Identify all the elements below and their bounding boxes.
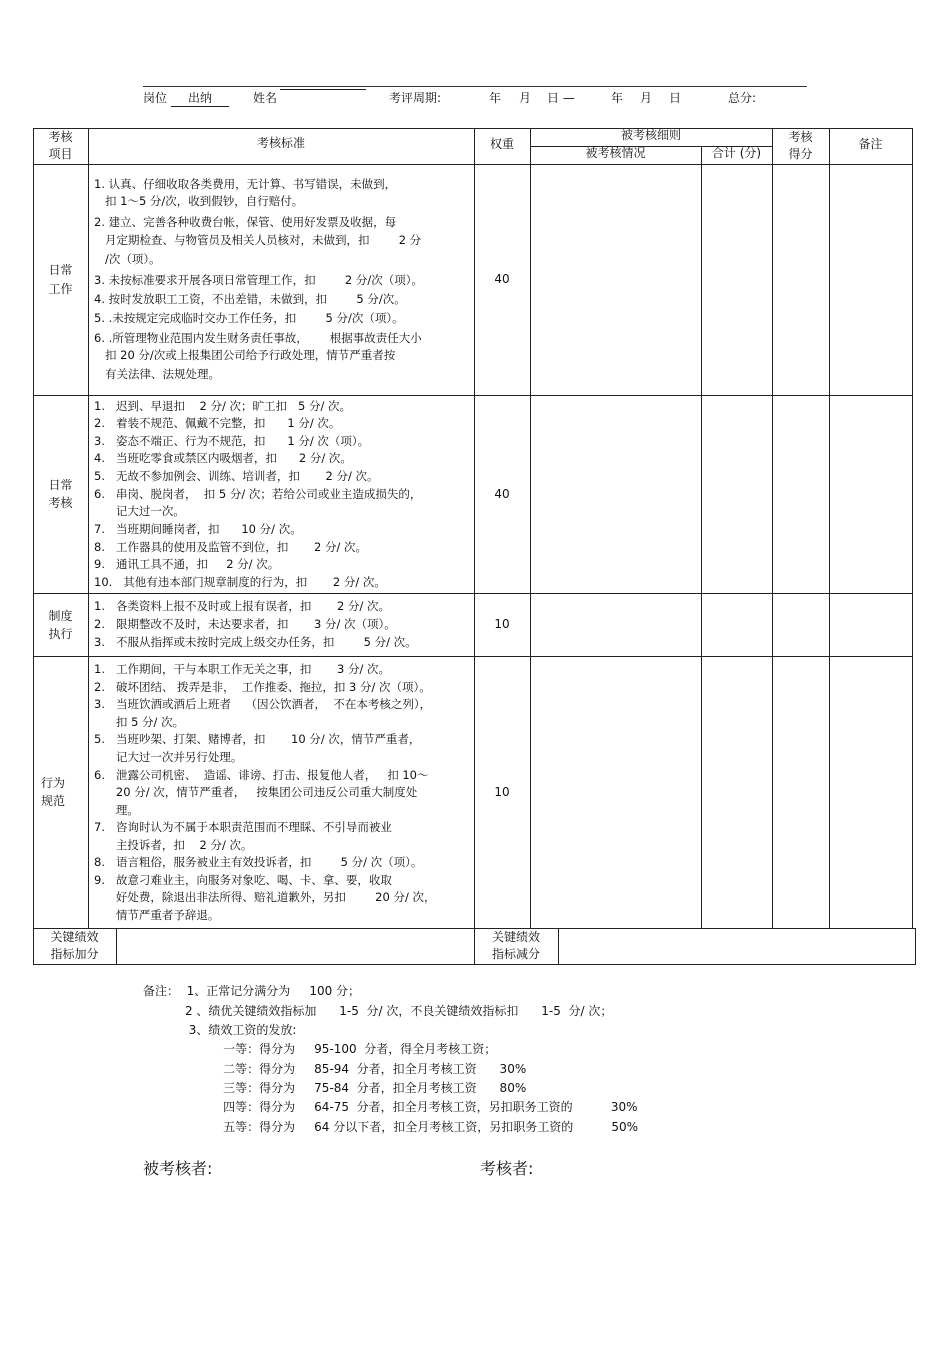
list-item: 好处费，除退出非法所得、赔礼道歉外，另扣 20 分/ 次， xyxy=(94,890,436,904)
list-item: 7. 当班期间睡岗者，扣 10 分/ 次。 xyxy=(94,522,302,536)
list-item: /次（项）。 xyxy=(94,252,161,266)
list-item: 情节严重者予辞退。 xyxy=(94,908,220,922)
section-weight-conduct: 10 xyxy=(494,784,510,799)
list-item: 扣 20 分/次或上报集团公司给予行政处理，情节严重者按 xyxy=(94,348,396,362)
col-header-standard: 考核标准 xyxy=(256,135,305,150)
total-label: 总分: xyxy=(728,91,757,105)
list-item: 2. 建立、完善各种收费台帐，保管、使用好发票及收据，每 xyxy=(94,215,397,229)
list-item: 2. 着装不规范、佩戴不完整，扣 1 分/ 次。 xyxy=(94,416,341,430)
list-item: 记大过一次并另行处理。 xyxy=(94,750,243,764)
section-name-policy-execution: 制度 执行 xyxy=(48,608,73,641)
list-item: 9. 通讯工具不通，扣 2 分/ 次。 xyxy=(94,557,280,571)
list-item: 1. 迟到、早退扣 2 分/ 次；旷工扣 5 分/ 次。 xyxy=(94,399,352,413)
list-item: 月定期检查、与物管员及相关人员核对，未做到，扣 2 分 xyxy=(94,233,422,247)
list-item: 2. 限期整改不及时，未达要求者，扣 3 分/ 次（项）。 xyxy=(94,617,396,631)
header-row xyxy=(143,89,843,107)
list-item: 7. 咨询时认为不属于本职责范围而不理睬、不引导而被业 xyxy=(94,820,392,834)
list-item: 10. 其他有违本部门规章制度的行为，扣 2 分/ 次。 xyxy=(94,575,386,589)
section-name-daily-work: 日常 工作 xyxy=(48,262,73,296)
list-item: 4. 按时发放职工工资，不出差错，未做到，扣 5 分/次。 xyxy=(94,292,406,306)
note-line: 三等：得分为 75-84 分者，扣全月考核工资 80% xyxy=(143,1081,527,1095)
header-top-rule xyxy=(143,86,807,87)
name-field[interactable] xyxy=(280,89,366,90)
list-item: 4. 当班吃零食或禁区内吸烟者，扣 2 分/ 次。 xyxy=(94,451,352,465)
list-item: 1. 各类资料上报不及时或上报有误者，扣 2 分/ 次。 xyxy=(94,599,391,613)
note-line: 备注： 1、正常记分满分为 100 分； xyxy=(143,984,361,998)
note-line: 3、绩效工资的发放: xyxy=(143,1023,297,1037)
col-header-score: 考核 得分 xyxy=(788,130,813,161)
position-label: 岗位 xyxy=(143,91,168,105)
kpi-bonus-label: 关键绩效 指标加分 xyxy=(50,930,99,961)
list-item: 5. 无故不参加例会、训练、培训者，扣 2 分/ 次。 xyxy=(94,469,379,483)
period-label: 考评周期: xyxy=(389,91,442,105)
col-header-remark: 备注 xyxy=(858,136,883,151)
section-weight-daily-check: 40 xyxy=(494,486,510,501)
list-item: 2. 破坏团结、 拨弄是非， 工作推委、拖拉，扣 3 分/ 次（项）。 xyxy=(94,680,431,694)
list-item: 3. 姿态不端正、行为不规范，扣 1 分/ 次（项）。 xyxy=(94,434,370,448)
list-item: 5. 当班吵架、打架、赌博者，扣 10 分/ 次，情节严重者， xyxy=(94,732,421,746)
section-name-conduct: 行为 规范 xyxy=(40,776,65,808)
section-weight-policy-execution: 10 xyxy=(494,617,510,631)
list-item: 有关法律、法规处理。 xyxy=(94,367,220,381)
list-item: 8. 工作器具的使用及监管不到位，扣 2 分/ 次。 xyxy=(94,540,368,554)
list-item: 扣 1～5 分/次，收到假钞，自行赔付。 xyxy=(94,194,304,208)
list-item: 3. 不服从指挥或未按时完成上级交办任务，扣 5 分/ 次。 xyxy=(94,635,417,649)
note-line: 一等：得分为 95-100 分者，得全月考核工资； xyxy=(143,1042,497,1056)
list-item: 6. 串岗、脱岗者， 扣 5 分/ 次；若给公司或业主造成损失的， xyxy=(94,487,422,501)
list-item: 扣 5 分/ 次。 xyxy=(94,715,185,729)
name-label: 姓名 xyxy=(253,91,278,105)
position-field[interactable]: 出纳 xyxy=(171,89,229,107)
assessee-signature-label: 被考核者: xyxy=(143,1159,213,1178)
note-line: 2 、绩优关键绩效指标加 1-5 分/ 次，不良关键绩效指标扣 1-5 分/ 次； xyxy=(143,1004,613,1018)
list-item: 9. 故意刁难业主，向服务对象吃、喝、卡、拿、要，收取 xyxy=(94,873,392,887)
list-item: 8. 语言粗俗，服务被业主有效投诉者，扣 5 分/ 次（项）。 xyxy=(94,855,423,869)
year-2: 年 xyxy=(611,91,624,105)
list-item: 5. .未按规定完成临时交办工作任务，扣 5 分/次（项）。 xyxy=(94,311,404,325)
list-item: 主投诉者，扣 2 分/ 次。 xyxy=(94,838,253,852)
list-item: 记大过一次。 xyxy=(94,504,185,518)
col-header-detail: 被考核细则 xyxy=(620,127,681,142)
col-header-weight: 权重 xyxy=(489,136,514,151)
note-line: 五等：得分为 64 分以下者，扣全月考核工资，另扣职务工资的 50% xyxy=(143,1120,639,1134)
col-header-sum: 合计 (分) xyxy=(711,145,762,160)
list-item: 3. 未按标准要求开展各项日常管理工作，扣 2 分/次（项）。 xyxy=(94,273,423,287)
day-2: 日 xyxy=(669,91,682,105)
year-1: 年 xyxy=(489,91,502,105)
list-item: 6. .所管理物业范围内发生财务责任事故， 根据事故责任大小 xyxy=(94,331,422,345)
assessor-signature-label: 考核者: xyxy=(480,1159,534,1178)
kpi-minus-label: 关键绩效 指标减分 xyxy=(491,930,540,961)
month-1: 月 xyxy=(519,91,532,105)
section-name-daily-check: 日常 考核 xyxy=(48,478,73,510)
col-header-item: 考核 项目 xyxy=(48,130,73,161)
list-item: 20 分/ 次，情节严重者， 按集团公司违反公司重大制度处 xyxy=(94,785,418,799)
note-line: 二等：得分为 85-94 分者，扣全月考核工资 30% xyxy=(143,1062,527,1076)
list-item: 6. 泄露公司机密、 造谣、诽谤、打击、报复他人者， 扣 10～ xyxy=(94,768,429,782)
list-item: 3. 当班饮酒或酒后上班者 （因公饮酒者， 不在本考核之列）， xyxy=(94,697,432,711)
list-item: 1. 认真、仔细收取各类费用，无计算、书写错误，未做到， xyxy=(94,177,397,191)
month-2: 月 xyxy=(640,91,653,105)
list-item: 1. 工作期间，干与本职工作无关之事，扣 3 分/ 次。 xyxy=(94,662,391,676)
list-item: 理。 xyxy=(94,803,139,817)
col-header-situation: 被考核情况 xyxy=(585,145,646,160)
day-1: 日 — xyxy=(547,91,575,105)
note-line: 四等：得分为 64-75 分者，扣全月考核工资，另扣职务工资的 30% xyxy=(143,1100,638,1114)
section-weight-daily-work: 40 xyxy=(494,272,510,286)
